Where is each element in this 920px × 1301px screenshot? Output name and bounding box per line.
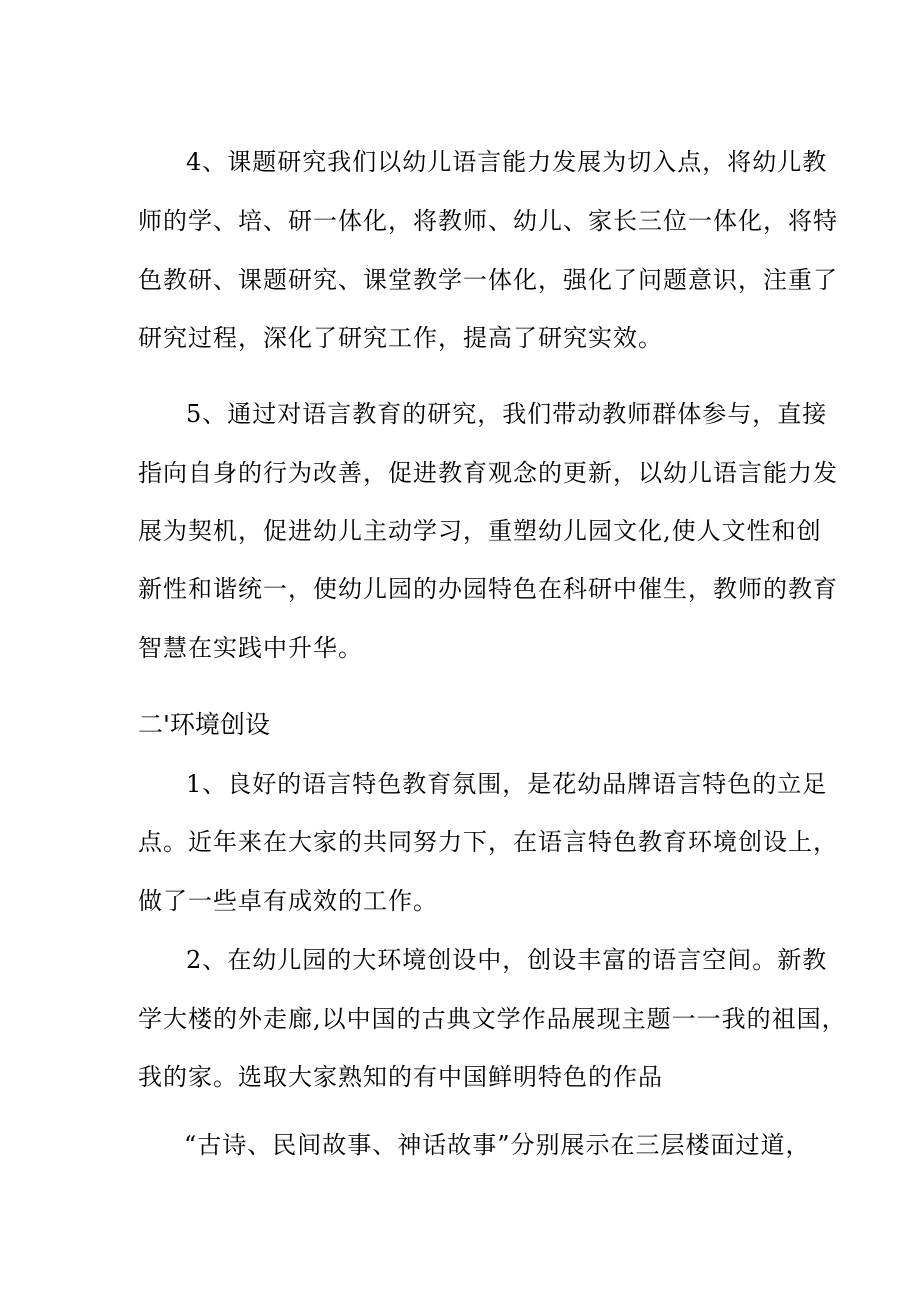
paragraph-4-line-1: 4、课题研究我们以幼儿语言能力发展为切入点，将幼儿教 xyxy=(186,148,828,176)
env-paragraph-1-line-1: 1、良好的语言特色教育氛围，是花幼品牌语言特色的立足 xyxy=(186,770,828,798)
paragraph-5-line-2: 指向自身的行为改善，促进教育观念的更新，以幼儿语言能力发 xyxy=(138,459,838,487)
paragraph-4-line-4: 研究过程，深化了研究工作，提高了研究实效。 xyxy=(138,324,663,352)
paragraph-5-line-5: 智慧在实践中升华。 xyxy=(138,634,363,662)
env-paragraph-2-line-1: 2、在幼儿园的大环境创设中，创设丰富的语言空间。新教 xyxy=(186,946,828,974)
paragraph-5-line-4: 新性和谐统一，使幼儿园的办园特色在科研中催生，教师的教育 xyxy=(138,575,838,603)
paragraph-4-line-2: 师的学、培、研一体化，将教师、幼儿、家长三位一体化，将特 xyxy=(138,207,838,235)
env-paragraph-1-line-2: 点。近年来在大家的共同努力下，在语言特色教育环境创设上， xyxy=(138,828,838,856)
env-paragraph-1-line-3: 做了一些卓有成效的工作。 xyxy=(138,887,438,915)
env-paragraph-2-line-2: 学大楼的外走廊,以中国的古典文学作品展现主题一一我的祖国， xyxy=(138,1005,847,1033)
env-paragraph-2-line-3: 我的家。选取大家熟知的有中国鲜明特色的作品 xyxy=(138,1063,663,1091)
env-paragraph-3-line-1: “古诗、民间故事、神话故事”分别展示在三层楼面过道， xyxy=(184,1131,811,1159)
section-heading: 二'环境创设 xyxy=(138,710,270,739)
paragraph-5-line-1: 5、通过对语言教育的研究，我们带动教师群体参与，直接 xyxy=(186,400,828,428)
paragraph-5-line-3: 展为契机，促进幼儿主动学习，重塑幼儿园文化,使人文性和创 xyxy=(138,517,822,545)
paragraph-4-line-3: 色教研、课题研究、课堂教学一体化，强化了问题意识，注重了 xyxy=(138,266,838,294)
